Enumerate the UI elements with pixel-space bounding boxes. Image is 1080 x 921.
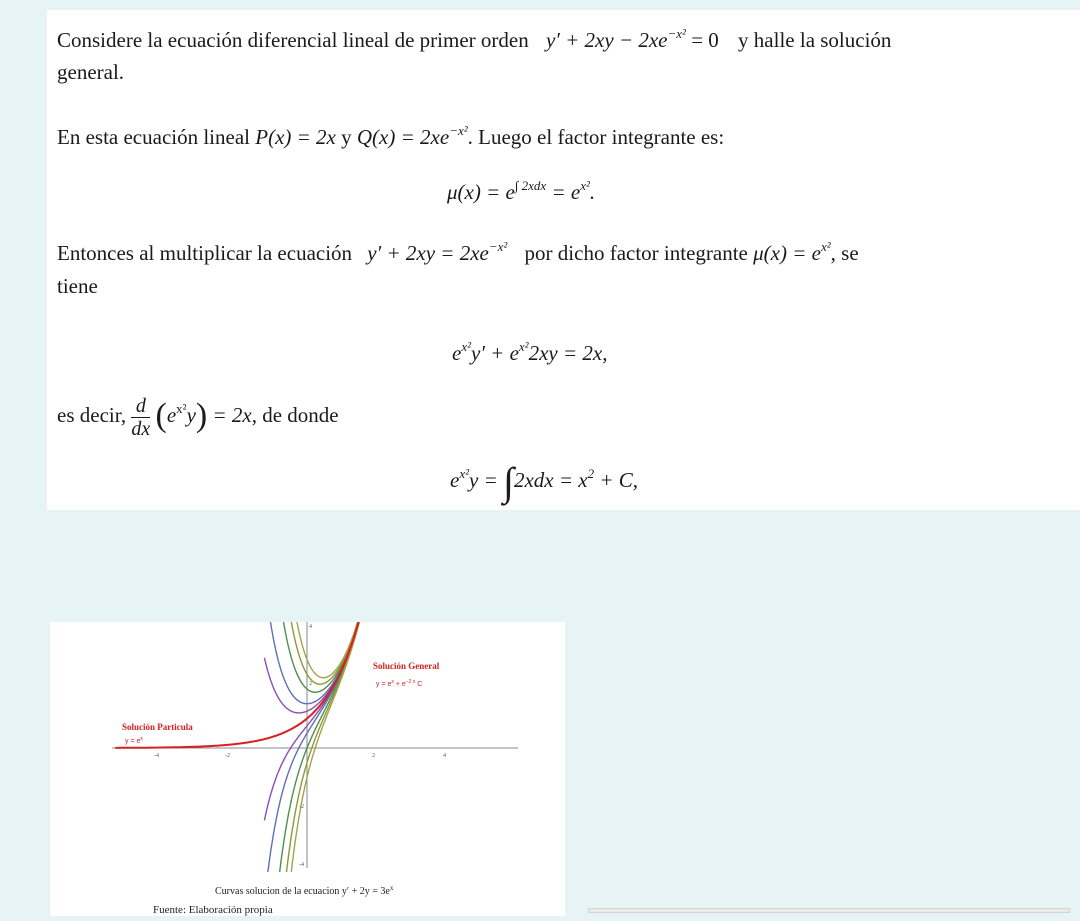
p1-line2: general.: [57, 60, 125, 84]
particular-solution-title: Solución Particula: [122, 722, 193, 732]
y-tick-label: -2: [299, 804, 304, 810]
p1-text: Considere la ecuación diferencial lineal de primer orden: [57, 28, 529, 52]
x-tick-label: 4: [443, 753, 446, 759]
p3-mu: $\mu(x) = e^{x^2}$: [753, 239, 831, 265]
content-card: [47, 10, 1080, 510]
solution-curve: [264, 622, 360, 820]
integral-sign: ∫: [503, 459, 514, 504]
paragraph-3: Entonces al multiplicar la ecuación $y' + 2xy = 2xe^{-x^2}$ por dicho factor integrante $\mu(x) = e^{x^2}$, se: [57, 239, 859, 265]
general-solution-equation: $y = e^x + e^{-2 x}$ C: [376, 679, 423, 688]
solution-curves-figure: [50, 622, 565, 916]
figure-source: Fuente: Elaboración propia: [153, 904, 273, 916]
paragraph-1: [57, 26, 891, 54]
x-tick-label: -2: [225, 753, 230, 759]
p1-equation: $y' + 2xy - 2xe^{-x^2} = 0$: [545, 26, 719, 52]
q-of-x: $Q(x) = 2xe^{-x^2}$: [356, 123, 468, 149]
paragraph-4: es decir, $\frac{d}{dx}$ $(e^{x^2}y) = 2x$, de donde: [57, 394, 339, 440]
curves-plot: [50, 622, 565, 916]
y-tick-label: 2: [309, 681, 312, 687]
p1-text-end: y halle la solución: [738, 28, 892, 52]
paragraph-2: En esta ecuación lineal P(x) = 2x y $Q(x) = 2xe^{-x^2}$. Luego el factor integrante es:: [57, 123, 725, 149]
derivative-fraction: $\frac{d}{dx}$: [131, 394, 151, 440]
mu-equation: $\mu(x) = e^{\int 2xdx} = e^{x^2}$.: [447, 178, 596, 204]
equation-2: $e^{x^2}y' + e^{x^2}2xy = 2x$,: [452, 339, 608, 365]
equation-3: $e^{x^2}y = \int 2xdx = x^2 + C$,: [450, 459, 639, 504]
particular-solution-equation: $y = e^x$: [125, 736, 143, 745]
x-tick-label: -4: [154, 753, 159, 759]
p3-equation: $y' + 2xy = 2xe^{-x^2}$: [367, 239, 508, 265]
p-of-x: P(x) = 2x: [255, 125, 336, 149]
divider-line: [588, 908, 1070, 913]
general-solution-title: Solución General: [373, 661, 440, 671]
y-tick-label: 4: [309, 624, 312, 630]
figure-caption: Curvas solucion de la ecuacion $y' + 2y = 3e^x$: [215, 884, 394, 897]
p3-line2: tiene: [57, 274, 98, 298]
y-tick-label: -4: [299, 862, 304, 868]
x-tick-label: 2: [372, 753, 375, 759]
